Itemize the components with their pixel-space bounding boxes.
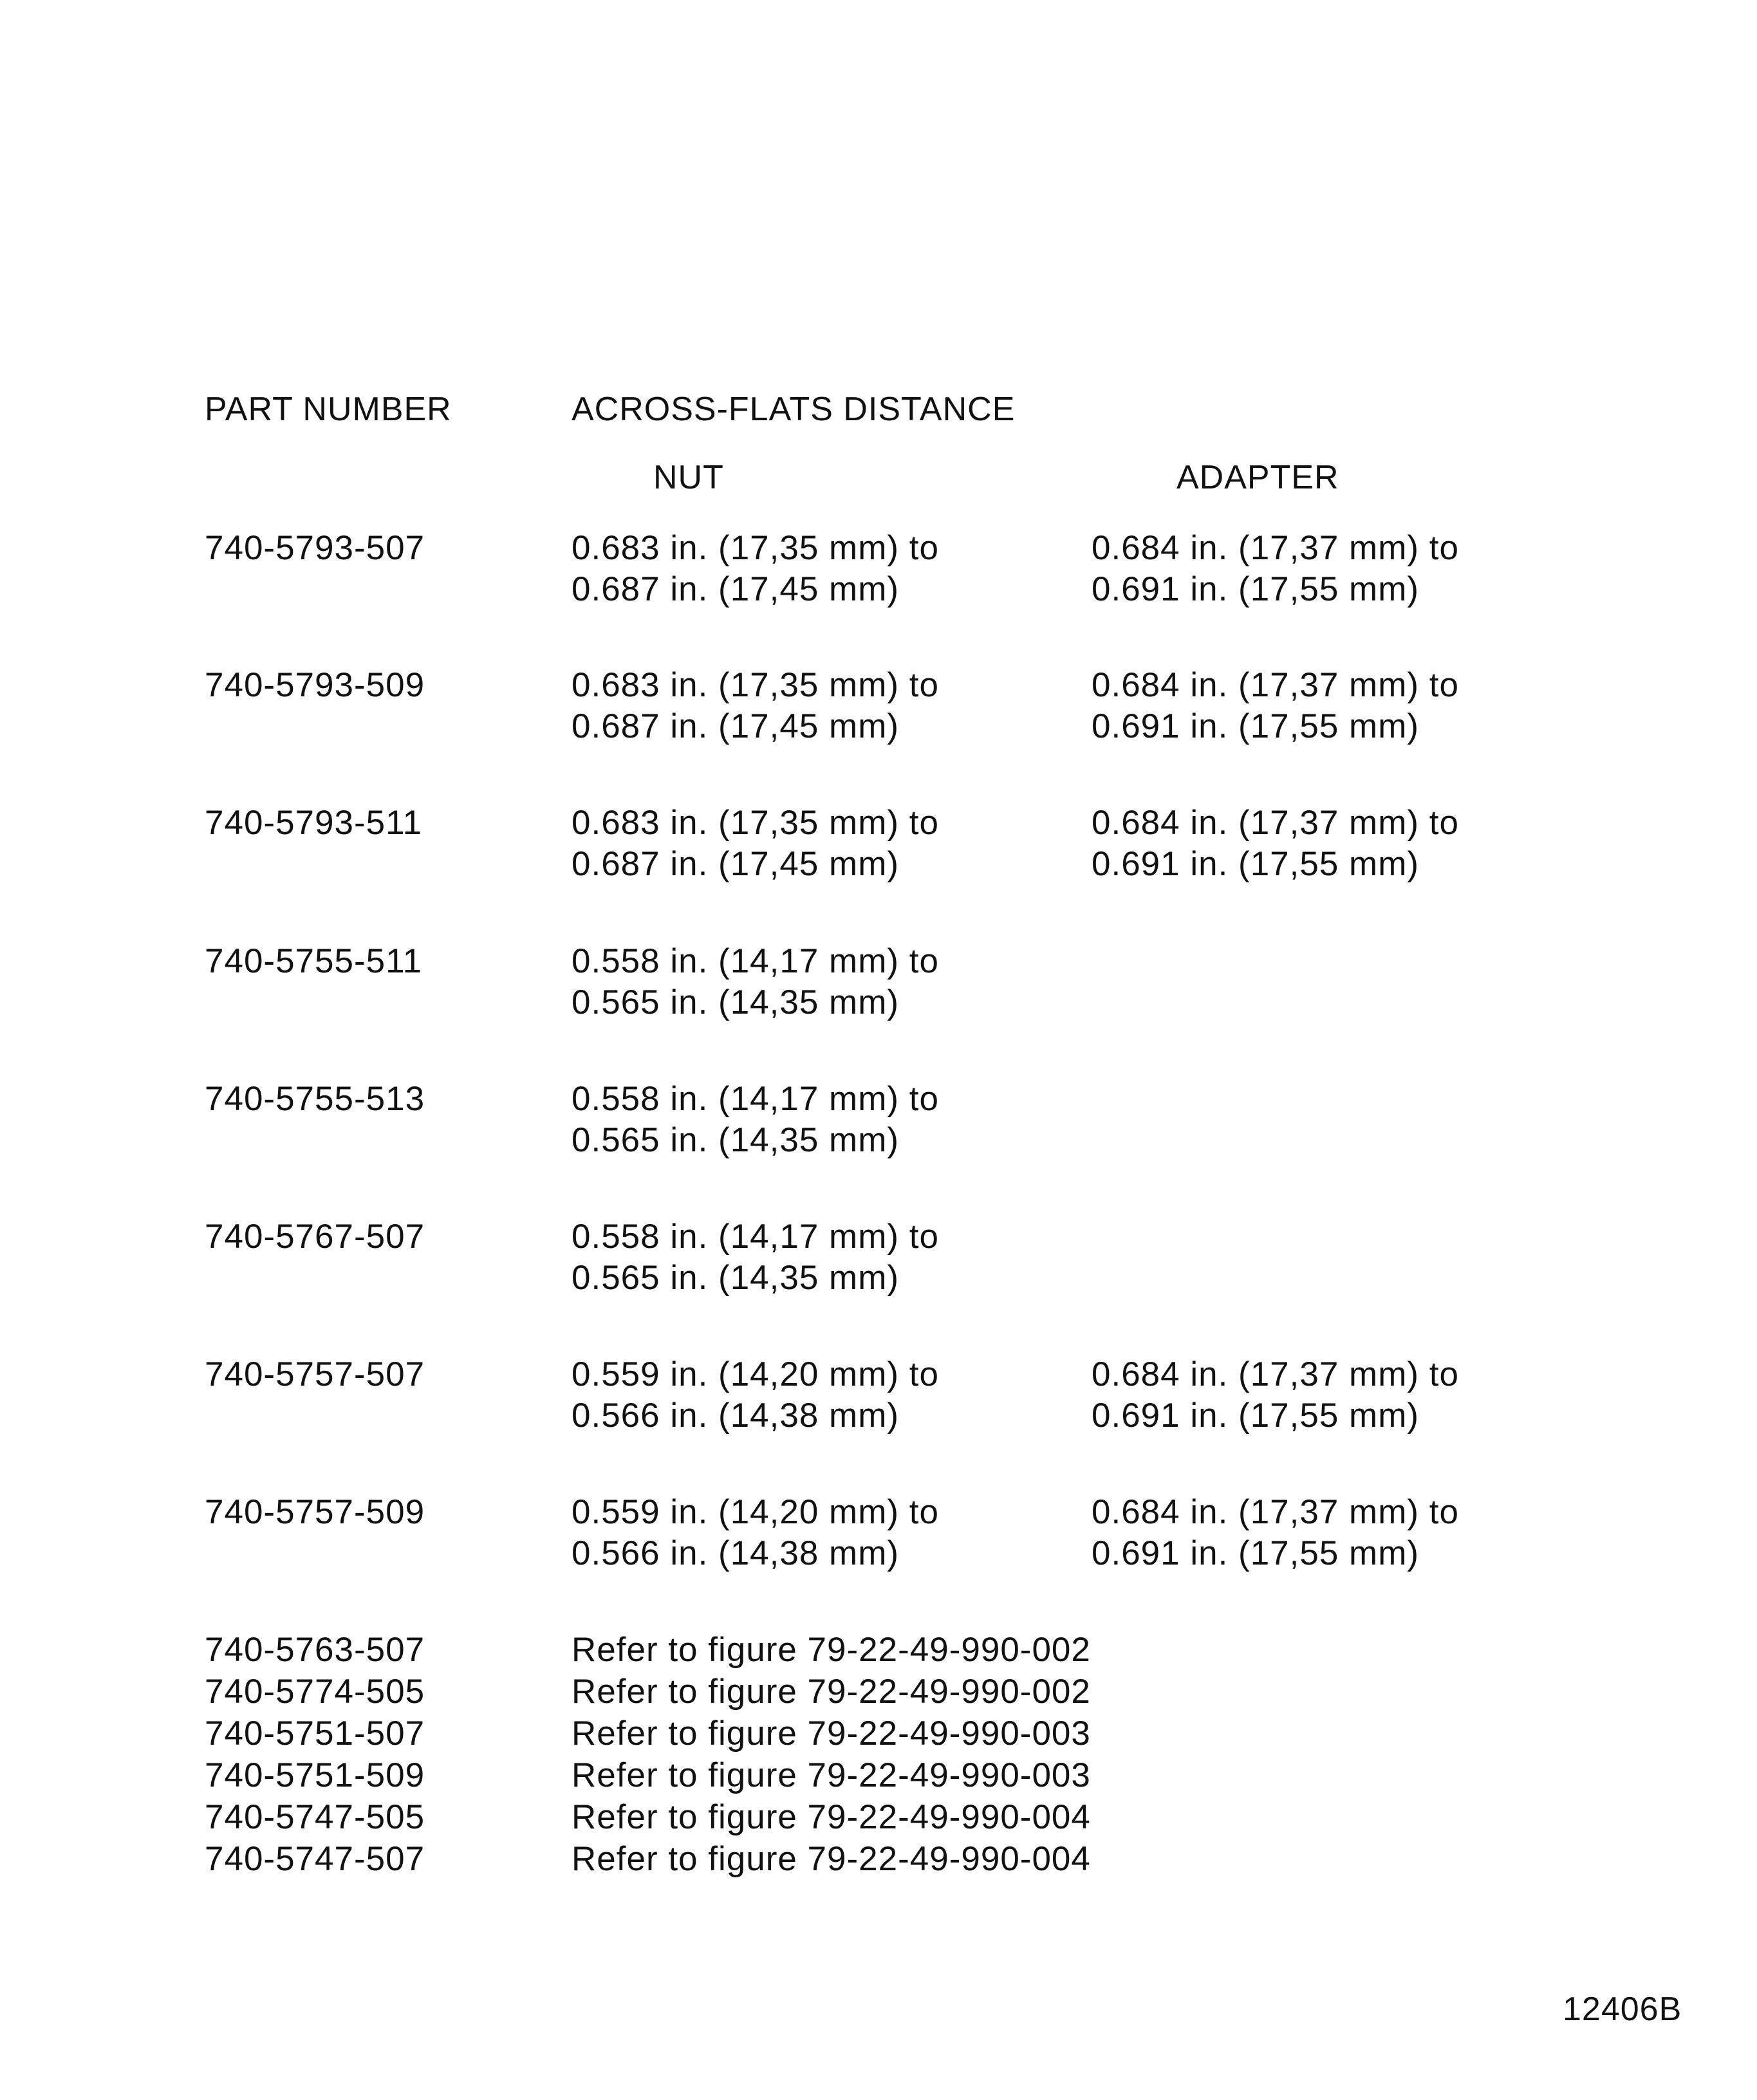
nut-max: 0.565 in. (14,35 mm) xyxy=(572,1259,900,1297)
nut-max: 0.565 in. (14,35 mm) xyxy=(572,983,900,1021)
ref-part-number: 740-5751-509 xyxy=(205,1756,425,1794)
part-number: 740-5793-507 xyxy=(205,529,425,567)
ref-part-number: 740-5751-507 xyxy=(205,1714,425,1752)
ref-figure-text: Refer to figure 79-22-49-990-002 xyxy=(572,1673,1091,1711)
nut-min: 0.683 in. (17,35 mm) to xyxy=(572,529,939,567)
nut-min: 0.683 in. (17,35 mm) to xyxy=(572,666,939,704)
adapter-min: 0.684 in. (17,37 mm) to xyxy=(1092,1493,1459,1531)
part-number: 740-5793-511 xyxy=(205,804,423,842)
nut-min: 0.559 in. (14,20 mm) to xyxy=(572,1493,939,1531)
part-number: 740-5767-507 xyxy=(205,1218,425,1256)
part-number: 740-5757-509 xyxy=(205,1493,425,1531)
header-across-flats: ACROSS-FLATS DISTANCE xyxy=(572,391,1016,428)
nut-max: 0.687 in. (17,45 mm) xyxy=(572,570,900,608)
ref-figure-text: Refer to figure 79-22-49-990-003 xyxy=(572,1714,1091,1752)
header-adapter: ADAPTER xyxy=(1176,459,1339,496)
part-number: 740-5755-513 xyxy=(205,1080,425,1118)
nut-min: 0.559 in. (14,20 mm) to xyxy=(572,1355,939,1393)
header-part-number: PART NUMBER xyxy=(205,391,452,428)
adapter-min: 0.684 in. (17,37 mm) to xyxy=(1092,666,1459,704)
part-number: 740-5755-511 xyxy=(205,942,423,980)
header-nut: NUT xyxy=(653,459,724,496)
nut-min: 0.683 in. (17,35 mm) to xyxy=(572,804,939,842)
ref-figure-text: Refer to figure 79-22-49-990-004 xyxy=(572,1840,1091,1878)
ref-part-number: 740-5747-505 xyxy=(205,1798,425,1836)
part-number: 740-5757-507 xyxy=(205,1355,425,1393)
part-number: 740-5793-509 xyxy=(205,666,425,704)
nut-min: 0.558 in. (14,17 mm) to xyxy=(572,942,939,980)
adapter-max: 0.691 in. (17,55 mm) xyxy=(1092,845,1420,883)
nut-max: 0.566 in. (14,38 mm) xyxy=(572,1397,900,1435)
nut-max: 0.565 in. (14,35 mm) xyxy=(572,1121,900,1159)
ref-figure-text: Refer to figure 79-22-49-990-004 xyxy=(572,1798,1091,1836)
ref-figure-text: Refer to figure 79-22-49-990-003 xyxy=(572,1756,1091,1794)
nut-min: 0.558 in. (14,17 mm) to xyxy=(572,1080,939,1118)
document-id: 12406B xyxy=(1563,1991,1682,2028)
nut-max: 0.566 in. (14,38 mm) xyxy=(572,1534,900,1572)
ref-part-number: 740-5747-507 xyxy=(205,1840,425,1878)
nut-min: 0.558 in. (14,17 mm) to xyxy=(572,1218,939,1256)
nut-max: 0.687 in. (17,45 mm) xyxy=(572,707,900,745)
adapter-min: 0.684 in. (17,37 mm) to xyxy=(1092,529,1459,567)
adapter-max: 0.691 in. (17,55 mm) xyxy=(1092,1534,1420,1572)
adapter-min: 0.684 in. (17,37 mm) to xyxy=(1092,804,1459,842)
adapter-max: 0.691 in. (17,55 mm) xyxy=(1092,1397,1420,1435)
adapter-max: 0.691 in. (17,55 mm) xyxy=(1092,570,1420,608)
adapter-max: 0.691 in. (17,55 mm) xyxy=(1092,707,1420,745)
ref-part-number: 740-5763-507 xyxy=(205,1631,425,1669)
adapter-min: 0.684 in. (17,37 mm) to xyxy=(1092,1355,1459,1393)
nut-max: 0.687 in. (17,45 mm) xyxy=(572,845,900,883)
ref-figure-text: Refer to figure 79-22-49-990-002 xyxy=(572,1631,1091,1669)
ref-part-number: 740-5774-505 xyxy=(205,1673,425,1711)
